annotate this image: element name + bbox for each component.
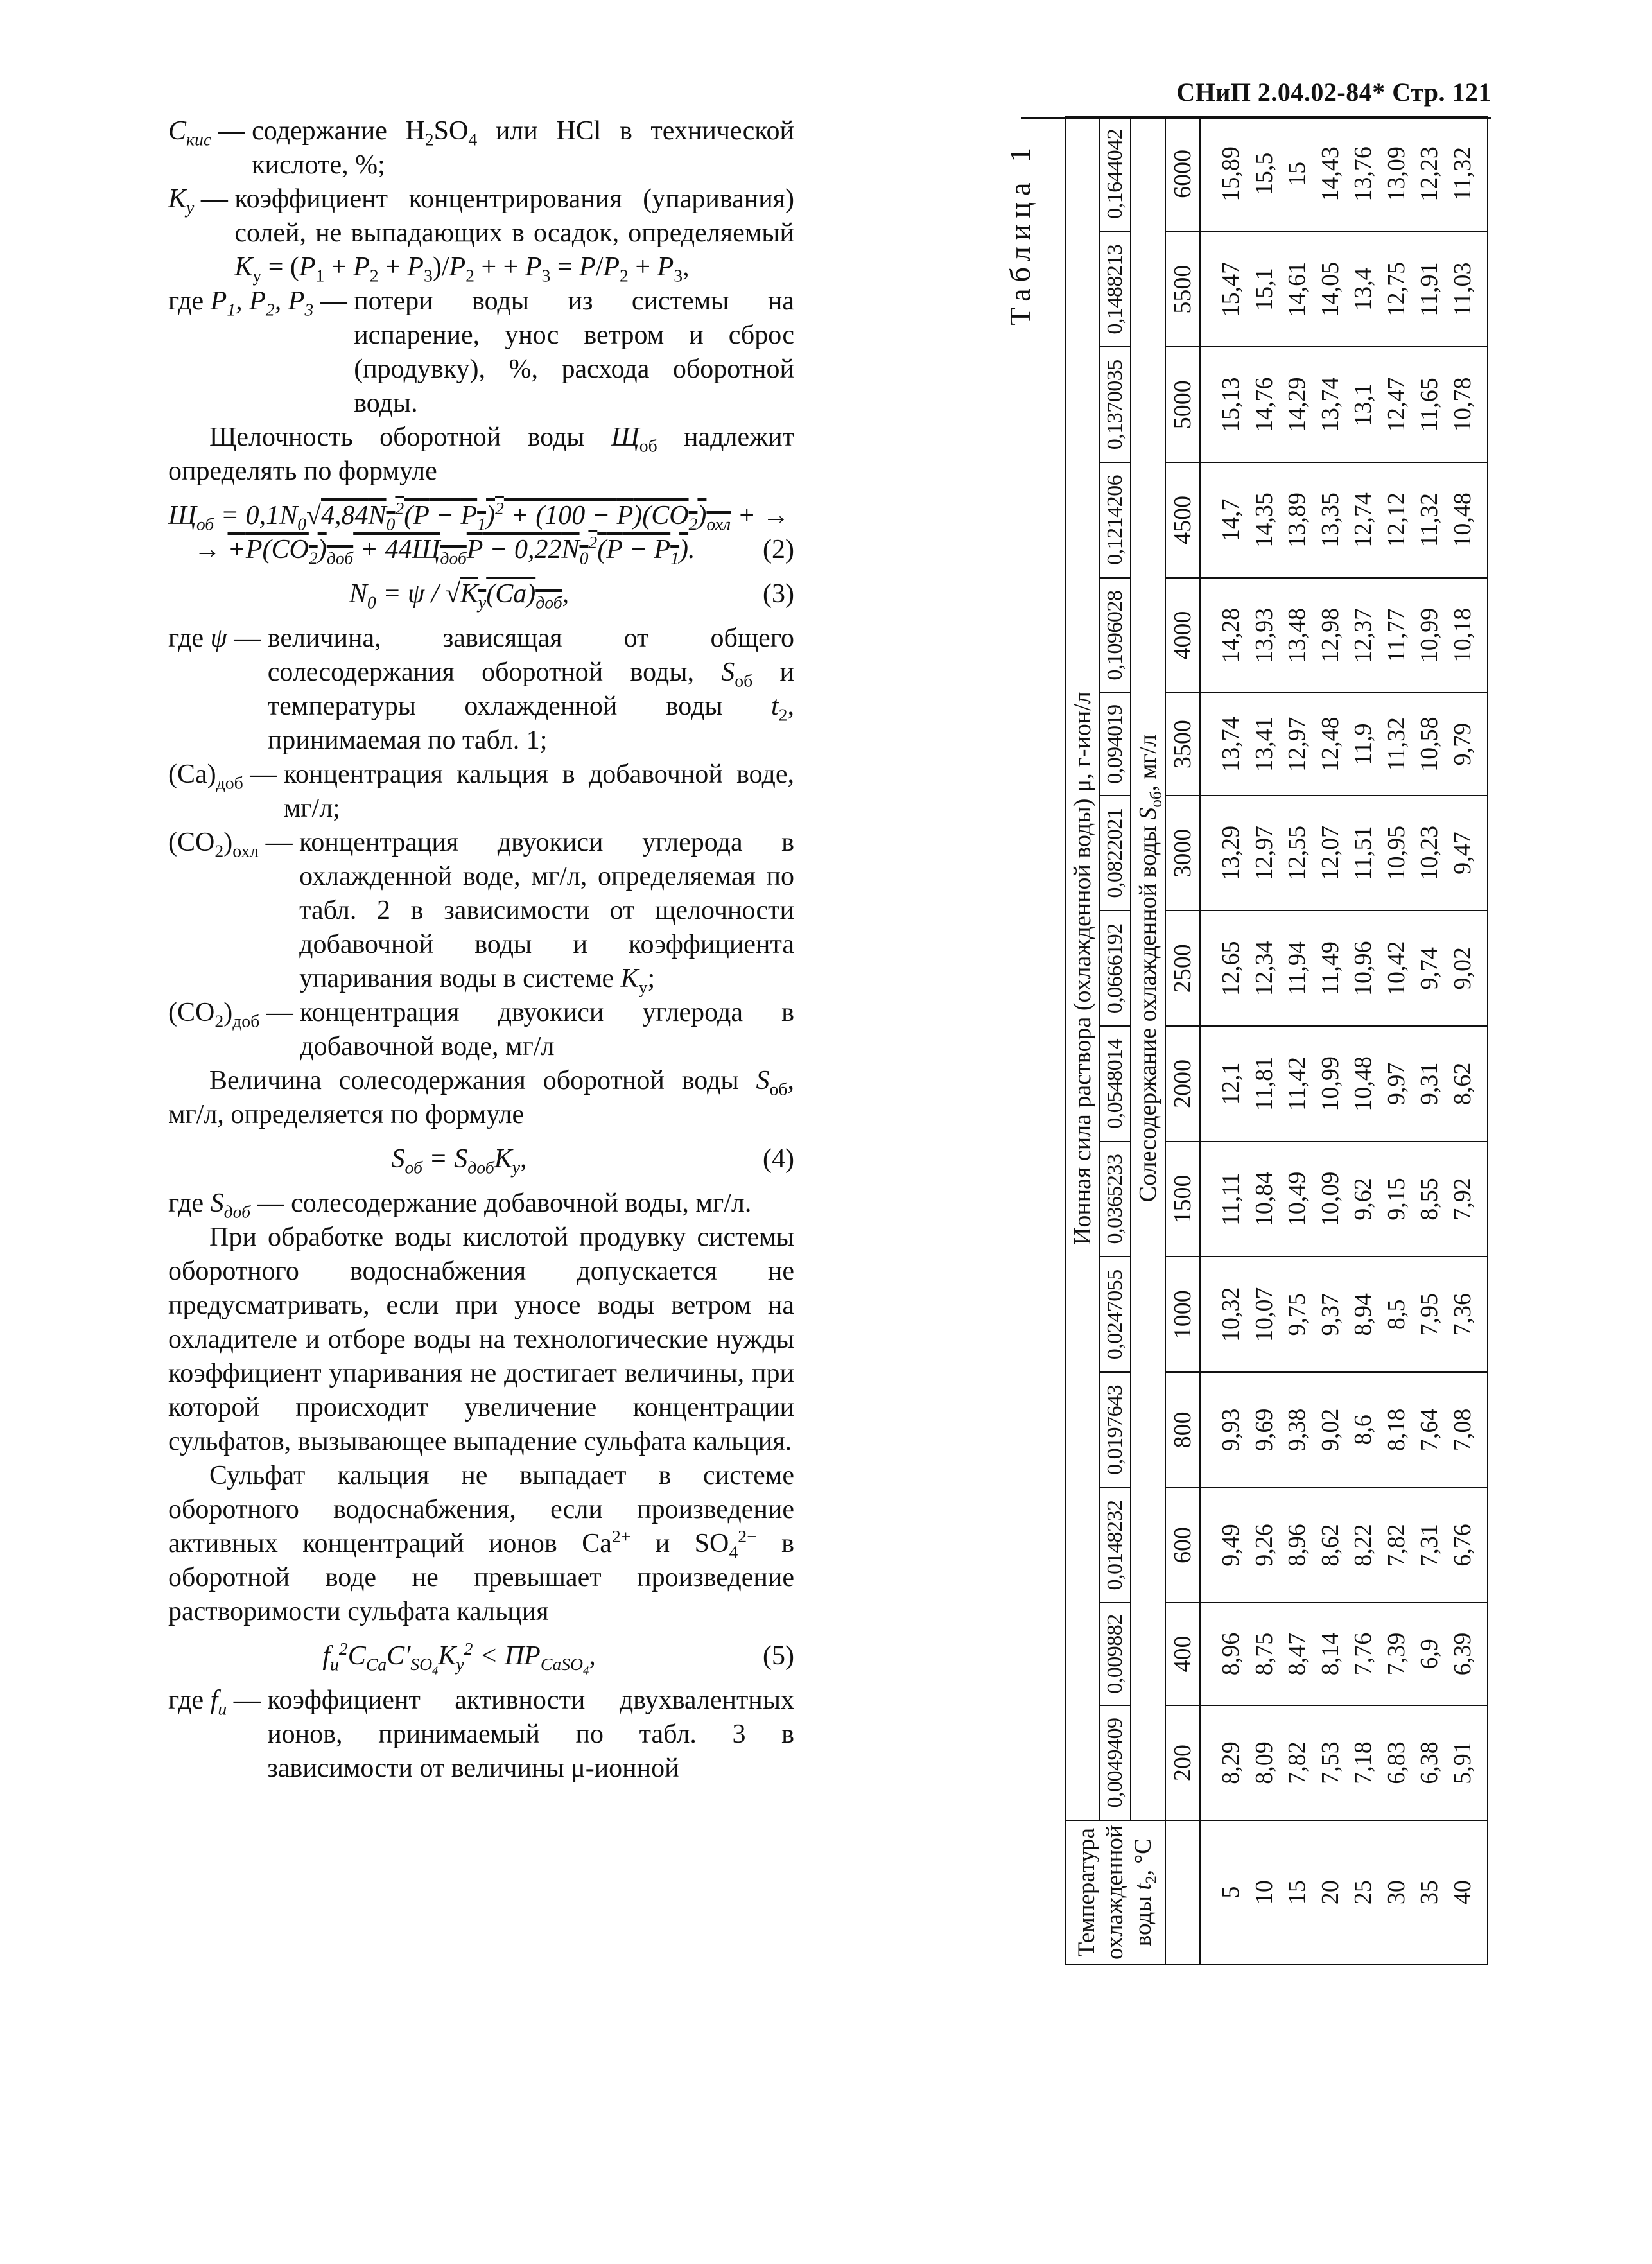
table-stub-blank bbox=[1165, 1820, 1200, 1964]
table-cell: 10,84 bbox=[1248, 1142, 1282, 1257]
table-cell: 10,99 bbox=[1314, 1026, 1348, 1142]
table-cell: 12,98 bbox=[1314, 578, 1348, 693]
table-ionic-header: Ионная сила раствора (охлажденной воды) μ, г-ион/л bbox=[1065, 116, 1100, 1820]
definition-text: величина, зависящая от общего солесодержания оборотной воды, $S_{об}$ и температуры охлажденной воды $t_2$, принимаемая по табл. 1; bbox=[267, 623, 794, 755]
table-salt-cell: 200 bbox=[1165, 1705, 1200, 1821]
table-cell: 15,89 bbox=[1200, 116, 1248, 232]
definition-item bbox=[168, 114, 794, 182]
table-cell: 7,53 bbox=[1314, 1705, 1348, 1821]
table-cell: 12,1 bbox=[1200, 1026, 1248, 1142]
table-cell: 13,41 bbox=[1248, 693, 1282, 795]
table-cell: 7,76 bbox=[1347, 1603, 1380, 1705]
table-cell: 12,97 bbox=[1248, 796, 1282, 911]
table-cell: 11,65 bbox=[1413, 347, 1447, 462]
table-row bbox=[1248, 116, 1282, 1964]
formula-2-line-1: $Щ_{об} = 0,1N_0√4,84N_0^2(P - P_1)^2 + (100 - P)(CO_2)_{охл}$ + → bbox=[168, 498, 790, 534]
table-ionic-cell: 0,0148232 bbox=[1100, 1488, 1131, 1603]
definition-item bbox=[168, 996, 794, 1064]
table-cell: 6,9 bbox=[1413, 1603, 1447, 1705]
table-cell: 12,74 bbox=[1347, 462, 1380, 578]
table-cell: 11,32 bbox=[1380, 693, 1414, 795]
table-cell: 8,14 bbox=[1314, 1603, 1348, 1705]
table-cell: 13,93 bbox=[1248, 578, 1282, 693]
table-cell: 11,32 bbox=[1447, 116, 1488, 232]
table-cell: 12,55 bbox=[1281, 796, 1314, 911]
table-cell: 8,94 bbox=[1347, 1257, 1380, 1372]
table-salt-cell: 800 bbox=[1165, 1372, 1200, 1488]
table-cell: 13,29 bbox=[1200, 796, 1248, 911]
table-cell: 9,97 bbox=[1380, 1026, 1414, 1142]
formula-5-expr: $f_и^2C_{Ca}C'_{SO_4}K_у^2 < ПР_{CaSO_4}$, bbox=[322, 1639, 596, 1677]
table-stub-header: Температура охлажденной воды $t_2$, °С bbox=[1065, 1820, 1165, 1964]
table-cell: 13,35 bbox=[1314, 462, 1348, 578]
definition-item bbox=[168, 622, 794, 758]
formula-4-expr: $S_{об} = S_{доб}K_у$, bbox=[391, 1144, 527, 1178]
table-1-rotated bbox=[1003, 116, 1491, 1965]
definition-term: $K_у$ — bbox=[168, 184, 235, 218]
table-cell: 9,49 bbox=[1200, 1488, 1248, 1603]
paragraph-acid: При обработке воды кислотой продувку системы оборотного водоснабжения допускается не предусматривать, если при уносе воды ветром на охладителе и отборе воды на технологические нужды коэффициент упаривания не достигает величины, при которой происходит увеличение концентрации сульфатов, вызывающее выпадение сульфата кальция. bbox=[168, 1223, 794, 1456]
table-1 bbox=[1065, 116, 1488, 1965]
table-ionic-cell: 0,1488213 bbox=[1100, 232, 1131, 347]
definition-item bbox=[168, 1187, 794, 1221]
table-cell: 9,31 bbox=[1413, 1026, 1447, 1142]
table-cell: 14,05 bbox=[1314, 232, 1348, 347]
definition-text: солесодержание добавочной воды, мг/л. bbox=[291, 1189, 752, 1218]
formula-2-line-2: → $+P(CO_2)_{доб} + 44Щ_{доб}P - 0,22N_0^2(P - P_1)$. bbox=[194, 532, 695, 568]
formula-2-line-2-row bbox=[168, 533, 794, 567]
table-ionic-cell: 0,0666192 bbox=[1100, 910, 1131, 1026]
definition-item bbox=[168, 826, 794, 996]
table-salt-cell: 6000 bbox=[1165, 116, 1200, 232]
table-cell: 11,03 bbox=[1447, 232, 1488, 347]
table-temp-cell: 10 bbox=[1248, 1820, 1282, 1964]
table-cell: 7,82 bbox=[1380, 1488, 1414, 1603]
table-cell: 9,79 bbox=[1447, 693, 1488, 795]
table-cell: 10,78 bbox=[1447, 347, 1488, 462]
table-cell: 9,26 bbox=[1248, 1488, 1282, 1603]
table-cell: 10,58 bbox=[1413, 693, 1447, 795]
table-temp-cell: 25 bbox=[1347, 1820, 1380, 1964]
table-cell: 10,48 bbox=[1447, 462, 1488, 578]
table-row bbox=[1447, 116, 1488, 1964]
table-cell: 15,5 bbox=[1248, 116, 1282, 232]
table-cell: 15,1 bbox=[1248, 232, 1282, 347]
table-cell: 9,62 bbox=[1347, 1142, 1380, 1257]
table-salt-cell: 3000 bbox=[1165, 796, 1200, 911]
table-cell: 9,74 bbox=[1413, 910, 1447, 1026]
definition-term: где $S_{доб}$ — bbox=[168, 1189, 291, 1222]
definition-text: концентрация кальция в добавочной воде, мг/л; bbox=[283, 760, 794, 823]
table-ionic-cell: 0,1370035 bbox=[1100, 347, 1131, 462]
definition-term: где ψ — bbox=[168, 623, 268, 653]
table-cell: 13,74 bbox=[1200, 693, 1248, 795]
table-salt-cell: 400 bbox=[1165, 1603, 1200, 1705]
table-cell: 10,99 bbox=[1413, 578, 1447, 693]
table-row bbox=[1413, 116, 1447, 1964]
table-cell: 9,69 bbox=[1248, 1372, 1282, 1488]
definition-text: потери воды из системы на испарение, унос ветром и сброс (продувку), %, расхода оборотной воды. bbox=[354, 286, 794, 418]
definition-item bbox=[168, 182, 794, 284]
definition-text: коэффициент активности двухвалентных ионов, принимаемый по табл. 3 в зависимости от величины μ-ионной bbox=[267, 1685, 794, 1783]
table-cell: 13,48 bbox=[1281, 578, 1314, 693]
table-cell: 8,22 bbox=[1347, 1488, 1380, 1603]
table-salt-cell: 3500 bbox=[1165, 693, 1200, 795]
table-cell: 8,6 bbox=[1347, 1372, 1380, 1488]
definition-text: коэффициент концентрирования (упаривания) солей, не выпадающих в осадок, определяемый $K_у = (P_1 + P_2 + P_3)/P_2$ + + $P_3 = P/P_2 + P_3$, bbox=[234, 184, 794, 286]
table-ionic-cell: 0,0049409 bbox=[1100, 1705, 1131, 1821]
table-cell: 8,47 bbox=[1281, 1603, 1314, 1705]
table-cell: 13,76 bbox=[1347, 116, 1380, 232]
table-ionic-cell: 0,1214206 bbox=[1100, 462, 1131, 578]
table-ionic-cell: 0,0197643 bbox=[1100, 1372, 1131, 1488]
table-cell: 7,82 bbox=[1281, 1705, 1314, 1821]
table-cell: 8,55 bbox=[1413, 1142, 1447, 1257]
table-body bbox=[1200, 116, 1488, 1964]
definitions-2 bbox=[168, 622, 794, 1064]
table-cell: 11,42 bbox=[1281, 1026, 1314, 1142]
table-cell: 6,76 bbox=[1447, 1488, 1488, 1603]
table-cell: 8,09 bbox=[1248, 1705, 1282, 1821]
table-cell: 7,08 bbox=[1447, 1372, 1488, 1488]
table-cell: 9,47 bbox=[1447, 796, 1488, 911]
table-salt-cell: 600 bbox=[1165, 1488, 1200, 1603]
table-cell: 14,76 bbox=[1248, 347, 1282, 462]
definition-term: $(CO_2)_{доб}$ — bbox=[168, 998, 300, 1031]
table-cell: 11,51 bbox=[1347, 796, 1380, 911]
table-cell: 13,09 bbox=[1380, 116, 1414, 232]
table-cell: 13,1 bbox=[1347, 347, 1380, 462]
table-cell: 14,35 bbox=[1248, 462, 1282, 578]
table-cell: 10,48 bbox=[1347, 1026, 1380, 1142]
table-temp-cell: 40 bbox=[1447, 1820, 1488, 1964]
definition-term: где $f_и$ — bbox=[168, 1685, 268, 1719]
table-cell: 12,23 bbox=[1413, 116, 1447, 232]
table-salt-cell: 2500 bbox=[1165, 910, 1200, 1026]
table-cell: 8,96 bbox=[1200, 1603, 1248, 1705]
table-ionic-cell: 0,1096028 bbox=[1100, 578, 1131, 693]
definitions-3 bbox=[168, 1187, 794, 1221]
paragraph-sulfate: Сульфат кальция не выпадает в системе оборотного водоснабжения, если произведение активных концентраций ионов $Ca^{2+}$ и $SO_4^{2-}$ в оборотной воде не превышает произведение растворимости сульфата кальция bbox=[168, 1461, 794, 1626]
table-cell: 12,37 bbox=[1347, 578, 1380, 693]
table-ionic-cell: 0,094019 bbox=[1100, 693, 1131, 795]
table-cell: 12,12 bbox=[1380, 462, 1414, 578]
table-cell: 10,49 bbox=[1281, 1142, 1314, 1257]
definition-text: концентрация двуокиси углерода в охлажденной воде, мг/л, определяемая по табл. 2 в зависимости от щелочности добавочной воды и коэффициента упаривания воды в системе $K_у$; bbox=[299, 828, 794, 997]
table-cell: 11,49 bbox=[1314, 910, 1348, 1026]
table-salt-cell: 2000 bbox=[1165, 1026, 1200, 1142]
table-cell: 8,62 bbox=[1447, 1026, 1488, 1142]
definitions-1 bbox=[168, 114, 794, 421]
table-cell: 10,18 bbox=[1447, 578, 1488, 693]
table-cell: 6,83 bbox=[1380, 1705, 1414, 1821]
table-temp-cell: 5 bbox=[1200, 1820, 1248, 1964]
definition-item bbox=[168, 284, 794, 421]
table-cell: 7,36 bbox=[1447, 1257, 1488, 1372]
table-salt-cell: 4000 bbox=[1165, 578, 1200, 693]
formula-3-expr: $N_0 = \psi / √K_у(Ca)_{доб}$, bbox=[349, 579, 570, 613]
paragraph-alkalinity: Щелочность оборотной воды $Щ_{об}$ надлежит определять по формуле bbox=[168, 422, 794, 486]
formula-4-number: (4) bbox=[763, 1144, 794, 1174]
table-cell: 13,74 bbox=[1314, 347, 1348, 462]
table-cell: 8,96 bbox=[1281, 1488, 1314, 1603]
table-cell: 9,02 bbox=[1314, 1372, 1348, 1488]
definition-item bbox=[168, 1684, 794, 1786]
table-ionic-cell: 0,1644042 bbox=[1100, 116, 1131, 232]
table-cell: 10,09 bbox=[1314, 1142, 1348, 1257]
table-cell: 14,28 bbox=[1200, 578, 1248, 693]
table-cell: 9,75 bbox=[1281, 1257, 1314, 1372]
table-cell: 15 bbox=[1281, 116, 1314, 232]
formula-5-number: (5) bbox=[763, 1641, 794, 1671]
table-cell: 12,47 bbox=[1380, 347, 1414, 462]
table-cell: 5,91 bbox=[1447, 1705, 1488, 1821]
formula-2-number: (2) bbox=[763, 535, 794, 564]
table-cell: 14,61 bbox=[1281, 232, 1314, 347]
table-cell: 11,11 bbox=[1200, 1142, 1248, 1257]
table-cell: 9,38 bbox=[1281, 1372, 1314, 1488]
table-cell: 12,34 bbox=[1248, 910, 1282, 1026]
table-cell: 7,92 bbox=[1447, 1142, 1488, 1257]
definition-term: $(CO_2)_{охл}$ — bbox=[168, 828, 300, 861]
table-cell: 9,15 bbox=[1380, 1142, 1414, 1257]
table-cell: 9,37 bbox=[1314, 1257, 1348, 1372]
table-row bbox=[1314, 116, 1348, 1964]
table-cell: 7,64 bbox=[1413, 1372, 1447, 1488]
table-cell: 8,62 bbox=[1314, 1488, 1348, 1603]
definition-term: $(Ca)_{доб}$ — bbox=[168, 760, 284, 793]
table-cell: 13,4 bbox=[1347, 232, 1380, 347]
table-cell: 10,23 bbox=[1413, 796, 1447, 911]
definition-term: где $P_1$, $P_2$, $P_3$ — bbox=[168, 286, 354, 320]
table-cell: 8,18 bbox=[1380, 1372, 1414, 1488]
table-temp-cell: 15 bbox=[1281, 1820, 1314, 1964]
table-cell: 7,31 bbox=[1413, 1488, 1447, 1603]
table-cell: 11,81 bbox=[1248, 1026, 1282, 1142]
definition-text: концентрация двуокиси углерода в добавочной воде, мг/л bbox=[300, 998, 794, 1061]
formula-2 bbox=[168, 499, 794, 567]
table-salt-cell: 4500 bbox=[1165, 462, 1200, 578]
table-cell: 11,94 bbox=[1281, 910, 1314, 1026]
table-ionic-cell: 0,0247055 bbox=[1100, 1257, 1131, 1372]
table-cell: 14,29 bbox=[1281, 347, 1314, 462]
page-header: СНиП 2.04.02-84* Стр. 121 bbox=[1176, 78, 1491, 107]
table-row bbox=[1380, 116, 1414, 1964]
table-cell: 10,42 bbox=[1380, 910, 1414, 1026]
table-caption: Таблица 1 bbox=[1004, 141, 1036, 326]
formula-3 bbox=[168, 577, 794, 611]
table-cell: 10,07 bbox=[1248, 1257, 1282, 1372]
table-cell: 12,48 bbox=[1314, 693, 1348, 795]
table-cell: 13,89 bbox=[1281, 462, 1314, 578]
table-cell: 7,95 bbox=[1413, 1257, 1447, 1372]
definition-term: $C_{кис}$ — bbox=[168, 116, 252, 150]
table-cell: 11,32 bbox=[1413, 462, 1447, 578]
table-cell: 9,93 bbox=[1200, 1372, 1248, 1488]
table-ionic-cell: 0,009882 bbox=[1100, 1603, 1131, 1705]
formula-4 bbox=[168, 1142, 794, 1176]
table-salt-header: Солесодержание охлажденной воды $S_{об}$, мг/л bbox=[1131, 116, 1165, 1820]
table-cell: 10,96 bbox=[1347, 910, 1380, 1026]
definitions-4 bbox=[168, 1684, 794, 1786]
table-row bbox=[1200, 116, 1248, 1964]
table-row bbox=[1347, 116, 1380, 1964]
table-cell: 8,29 bbox=[1200, 1705, 1248, 1821]
table-temp-cell: 35 bbox=[1413, 1820, 1447, 1964]
table-cell: 11,77 bbox=[1380, 578, 1414, 693]
table-cell: 14,43 bbox=[1314, 116, 1348, 232]
table-cell: 12,65 bbox=[1200, 910, 1248, 1026]
table-cell: 10,32 bbox=[1200, 1257, 1248, 1372]
table-salt-cell: 1000 bbox=[1165, 1257, 1200, 1372]
table-cell: 6,38 bbox=[1413, 1705, 1447, 1821]
table-header-row-1 bbox=[1065, 116, 1100, 1964]
table-cell: 12,75 bbox=[1380, 232, 1414, 347]
formula-5 bbox=[168, 1639, 794, 1677]
table-ionic-row bbox=[1100, 116, 1131, 1964]
definition-item bbox=[168, 758, 794, 826]
table-salt-header-row bbox=[1131, 116, 1165, 1964]
table-cell: 7,39 bbox=[1380, 1603, 1414, 1705]
table-salt-cell: 5500 bbox=[1165, 232, 1200, 347]
table-salt-row bbox=[1165, 116, 1200, 1964]
table-row bbox=[1281, 116, 1314, 1964]
table-ionic-cell: 0,0548014 bbox=[1100, 1026, 1131, 1142]
table-cell: 11,9 bbox=[1347, 693, 1380, 795]
table-cell: 12,97 bbox=[1281, 693, 1314, 795]
formula-3-number: (3) bbox=[763, 579, 794, 609]
table-cell: 12,07 bbox=[1314, 796, 1348, 911]
table-cell: 15,47 bbox=[1200, 232, 1248, 347]
definition-text: содержание $H_2SO_4$ или HCl в технической кислоте, %; bbox=[252, 116, 794, 180]
table-temp-cell: 30 bbox=[1380, 1820, 1414, 1964]
table-ionic-cell: 0,0365233 bbox=[1100, 1142, 1131, 1257]
table-cell: 15,13 bbox=[1200, 347, 1248, 462]
table-cell: 8,75 bbox=[1248, 1603, 1282, 1705]
left-column bbox=[168, 114, 794, 1786]
table-cell: 11,91 bbox=[1413, 232, 1447, 347]
table-cell: 7,18 bbox=[1347, 1705, 1380, 1821]
table-cell: 9,02 bbox=[1447, 910, 1488, 1026]
table-cell: 10,95 bbox=[1380, 796, 1414, 911]
table-cell: 14,7 bbox=[1200, 462, 1248, 578]
table-ionic-cell: 0,0822021 bbox=[1100, 796, 1131, 911]
paragraph-salinity: Величина солесодержания оборотной воды $S_{об}$, мг/л, определяется по формуле bbox=[168, 1066, 794, 1129]
table-salt-cell: 5000 bbox=[1165, 347, 1200, 462]
table-cell: 8,5 bbox=[1380, 1257, 1414, 1372]
table-temp-cell: 20 bbox=[1314, 1820, 1348, 1964]
table-salt-cell: 1500 bbox=[1165, 1142, 1200, 1257]
table-cell: 6,39 bbox=[1447, 1603, 1488, 1705]
